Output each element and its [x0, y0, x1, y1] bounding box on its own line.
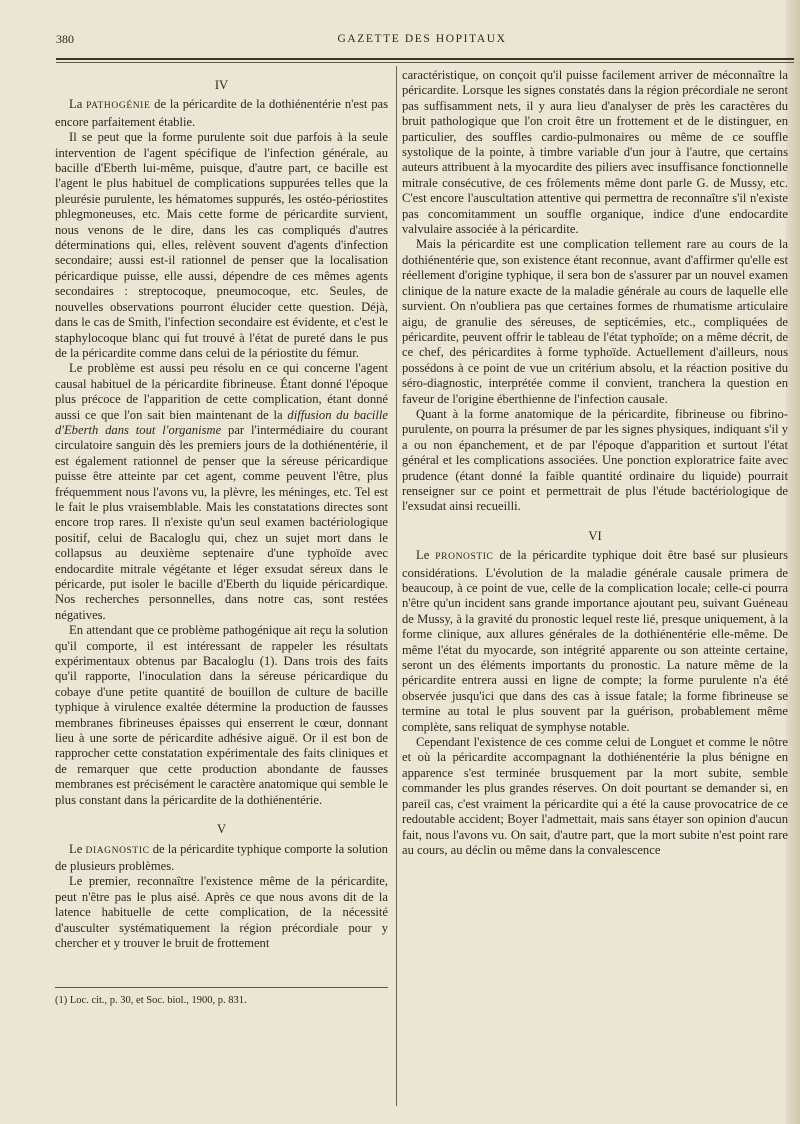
section-heading-vi: VI	[588, 528, 602, 543]
right-column	[402, 68, 788, 858]
left-column	[55, 74, 388, 1007]
paragraph: Le DIAGNOSTIC de la péricardite typhique comporte la solution de plusieurs problèmes.	[55, 841, 388, 873]
column-divider	[396, 66, 397, 1106]
small-caps-term: PRONOSTIC	[435, 552, 494, 563]
footnote: (1) Loc. cit., p. 30, et Soc. biol., 1900, p. 831.	[55, 995, 247, 1007]
paragraph: caractéristique, on conçoit qu'il puisse facilement arriver de méconnaître la péricardite. Lorsque les signes constatés dans la région précordiale ne seront pas suffisamment nets, il y aura lieu d'analyser de près les caractères du bruit pathologique que l'on croit être un frottement et de le distinguer, en particulier, des souffles cardio-pulmonaires ou même de ce souffle systolique de la pointe, à timbre variable d'un jour à l'autre, que certains auteurs attribuent à la myocardite des piliers avec insuffisance fonctionnelle mitrale consécutive, de ces frôlements même dont parle G. de Mussy, etc. C'est encore l'auscultation attentive qui permettra de reconnaître s'il n'existe pas concomitamment un souffle organique, indice d'une endocardite valvulaire associée à la péricardite.	[402, 68, 788, 237]
paragraph: Le problème est aussi peu résolu en ce qui concerne l'agent causal habituel de la péricardite fibrineuse. Étant donné l'époque plus précoce de l'apparition de cette complication, étant donné aussi ce que l'on sait bien maintenant de la diffusion du bacille d'Eberth dans tout l'organisme par l'intermédiaire du courant circulatoire sanguin dès les premiers jours de la dothiénentérie, il est également rationnel de penser que la séreuse péricardique puisse être atteinte par cet agent, comme peuvent l'être, plus fréquemment nous l'avons vu, la plèvre, les méninges, etc. Tel est le fait le plus vraisemblable. Mais les constatations directes sont encore trop rares. Il n'existe qu'un seul examen bactériologique positif, celui de Bacaloglu qui, chez un sujet mort dans le collapsus au deuxième septenaire d'une typhoïde avec endocardite mitrale végétante et léger exsudat séreux dans le péricarde, put isoler le bacille d'Eberth du liquide péricardique. Nos recherches personnelles, dans notre cas, sont restées négatives.	[55, 361, 388, 622]
page-number: 380	[56, 32, 74, 46]
paragraph: Il se peut que la forme purulente soit due parfois à la seule intervention de l'agent spécifique de l'infection générale, au bacille d'Eberth lui-même, puisque, d'autre part, ce bacille est l'agent le plus habituel de complications suppurées telles que la pleurésie purulente, les hématomes suppurés, les ostéo-périostites phlegmoneuses, etc. Mais cette forme de péricardite survient, nous venons de le dire, dans les cas compliqués d'autres déterminations qui, elles, relèvent souvent d'agents d'infection secondaire; aussi est-il rationnel de penser que la localisation péricardique puisse, elle aussi, dépendre de ces mêmes agents secondaires : streptocoque, pneumocoque, etc. Seules, de nouvelles observations pourront élucider cette question. Déjà, dans le cas de Smith, l'infection secondaire est évidente, et c'est le staphylocoque blanc qui fut trouvé à l'état de pureté dans le pus de la péricardite comme dans celui de la périostite du fémur.	[55, 130, 388, 360]
paragraph: Cependant l'existence de ces comme celui de Longuet et comme le nôtre et où la péricardite accompagnant la dothiénentérie la plus bénigne en apparence s'est terminée brusquement par la mort subite, semble commander les plus grandes réserves. On doit pourtant se demander si, en pareil cas, c'est vraiment la péricardite qui a été la cause provocatrice de ce redoutable accident; Boyer l'admettait, mais sans étayer son opinion d'aucun fait, nous l'avons vu. On sait, d'autre part, que la mort subite n'est point rare au cours, au déclin ou même dans la convalescence	[402, 735, 788, 857]
page-header	[56, 30, 788, 52]
page-edge-shadow	[786, 0, 800, 1124]
italic-phrase: diffusion du bacille d'Eberth dans tout l'organisme	[55, 407, 388, 437]
journal-title: GAZETTE DES HOPITAUX	[337, 33, 507, 45]
section-heading-iv: IV	[214, 78, 229, 92]
header-rule-thick	[56, 58, 794, 60]
paragraph: Le premier, reconnaître l'existence même de la péricardite, peut n'être pas le plus aisé. Après ce que nous avons dit de la latence habituelle de cette complication, de la nécessité d'ausculter systématiquement la région précordiale pour y chercher et y trouver le bruit de frottement	[55, 874, 388, 950]
section-heading-v: V	[216, 822, 227, 837]
small-caps-term: PATHOGÉNIE	[86, 101, 151, 112]
small-caps-term: DIAGNOSTIC	[85, 845, 150, 856]
paragraph: La PATHOGÉNIE de la péricardite de la dothiénentérie n'est pas encore parfaitement établie.	[55, 97, 388, 129]
paragraph: Quant à la forme anatomique de la péricardite, fibrineuse ou fibrino-purulente, on pourra la présumer de par les signes physiques, indiquant s'il y a ou non épanchement, et de par l'époque d'apparition et surtout l'état général et les complications associées. Une ponction exploratrice faite avec prudence (étant donné la faible quantité ordinaire du liquide) pourrait renseigner sur ce point et permettrait de plus l'étude bactériologique de l'exsudat ainsi recueilli.	[402, 406, 788, 514]
header-rule-thin	[56, 62, 794, 63]
paragraph: Le PRONOSTIC de la péricardite typhique doit être basé sur plusieurs considérations. L'évolution de la maladie générale causale primera de beaucoup, à ce point de vue, celle de la complication locale; celle-ci pourra n'être qu'un incident sans grande importance ajoutant peu, suivant Guéneau de Mussy, à la gravité du pronostic lequel reste lié, presque uniquement, à la forme clinique, aux allures générales de la dothiénentérie elle-même. De même l'état du myocarde, son intégrité apparente ou son atteinte certaine, seront un des éléments importants du pronostic. La nature même de la péricardite entrera aussi en ligne de compte; la forme purulente n'a été observée jusqu'ici que dans des cas à issue fatale; la forme fibrineuse se termine au total le plus souvent par la guérison, probablement même complète, sans reliquat de symphyse notable.	[402, 548, 789, 734]
paragraph: En attendant que ce problème pathogénique ait reçu la solution qu'il comporte, il est intéressant de rappeler les résultats expérimentaux obtenus par Bacaloglu (1). Dans trois des faits qu'il rapporte, l'inoculation dans la séreuse péricardique du cobaye d'une petite quantité de bouillon de culture de bacille typhique à virulence exaltée détermine la production de fausses membranes fibrineuses épaisses qui enserrent le cœur, donnant lieu à une sorte de péricardite adhésive aiguë. Or il est bon de rapprocher cette constatation expérimentale des faits cliniques et de remarquer que cette production abondante de fausses membranes est précisément le caractère anatomique qui semble le plus constant dans la péricardite de la dothiénentérie.	[55, 623, 388, 807]
footnote-rule	[55, 987, 388, 988]
paragraph: Mais la péricardite est une complication tellement rare au cours de la dothiénentérie que, son existence étant reconnue, avant d'affirmer qu'elle est réellement d'origine typhique, il sera bon de s'assurer par un nouvel examen clinique de la nature exacte de la maladie générale au cours de laquelle elle survient. On n'oubliera pas que certaines formes de rhumatisme articulaire aigu, de granulie des séreuses, de septicémies, etc., compliquées de péricardite, peuvent offrir le tableau de l'état typhoïde; on a même décrit, de ce chef, des péricardites à forme typhoïde. Actuellement d'ailleurs, nous possédons à ce point de vue un critérium absolu, et la réaction positive du séro-diagnostic, interprétée comme il convient, tranchera la question en faveur de l'origine éberthienne de l'infection causale.	[402, 237, 788, 406]
